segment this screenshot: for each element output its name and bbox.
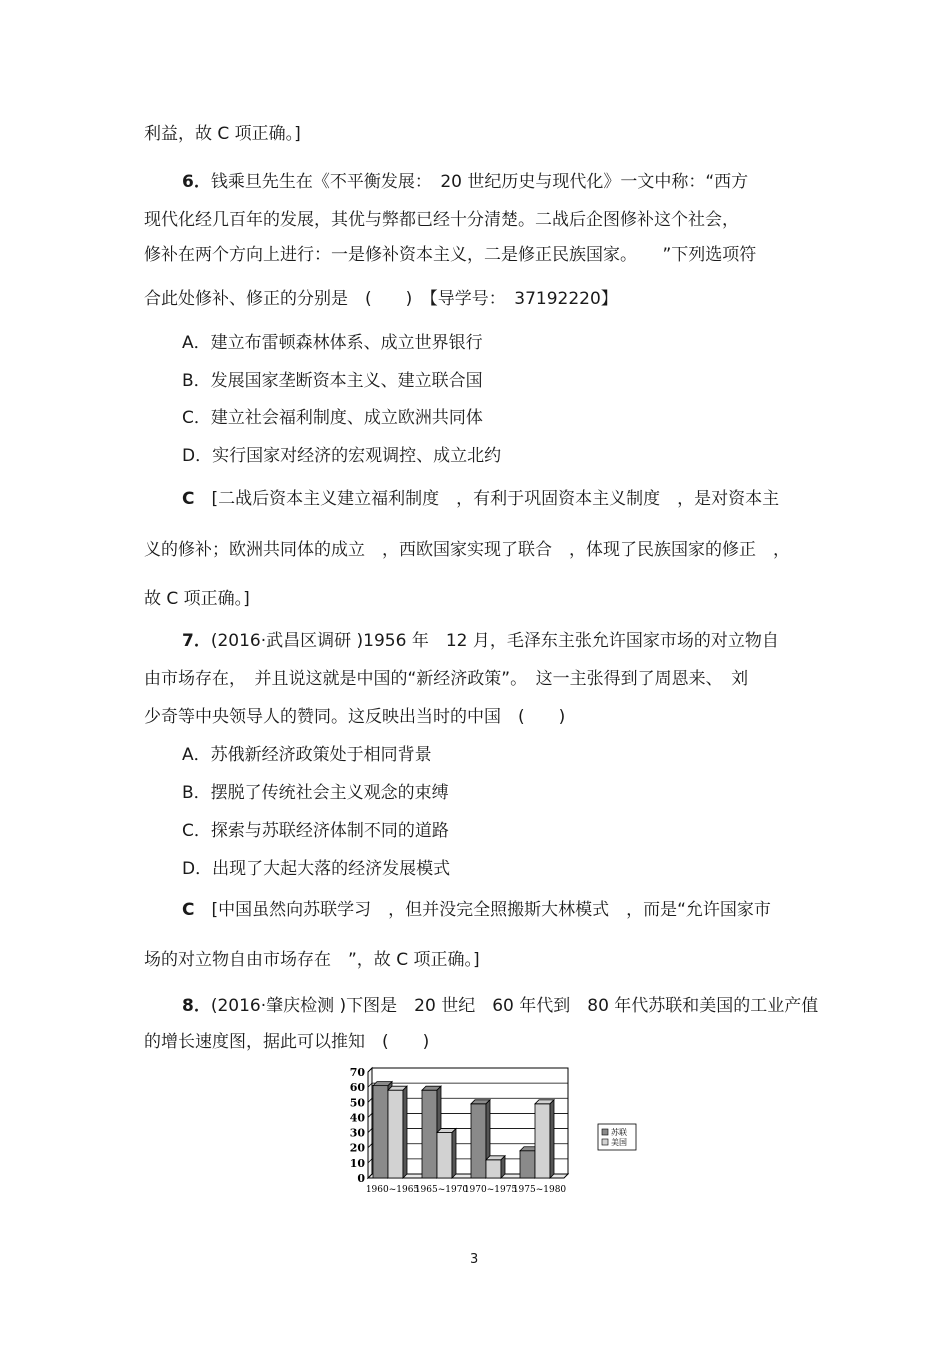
option-c: C．建立社会福利制度、成立欧洲共同体 (182, 408, 483, 428)
text-line: 合此处修补、修正的分别是 ( ) 【导学号： 37192220】 (144, 289, 618, 309)
answer-7-line (182, 900, 771, 920)
text-line: 利益，故 C 项正确。] (144, 124, 301, 144)
question-number: 6． (182, 172, 211, 192)
text-line: 修补在两个方向上进行：一是修补资本主义，二是修正民族国家。 ”下列选项符 (144, 245, 757, 265)
answer-6-line (182, 489, 779, 509)
legend-label: 美国 (611, 1138, 627, 1147)
answer-letter: C (182, 489, 195, 509)
option-c: C．探索与苏联经济体制不同的道路 (182, 821, 449, 841)
text-line: 现代化经几百年的发展，其优与弊都已经十分清楚。二战后企图修补这个社会， (144, 210, 739, 230)
bar-side-美国 (452, 1129, 456, 1178)
x-tick-label: 1975~1980 (512, 1185, 567, 1195)
bar-美国 (388, 1090, 403, 1178)
bar-side-美国 (501, 1156, 505, 1178)
question-text: 钱乘旦先生在《不平衡发展： 20 世纪历史与现代化》一文中称：“西方 (210, 172, 749, 192)
question-6-line (182, 172, 748, 192)
option-b: B．发展国家垄断资本主义、建立联合国 (182, 371, 483, 391)
answer-text: [中国虽然向苏联学习 ，但并没完全照搬斯大林模式 ，而是“允许国家市 (211, 900, 771, 920)
text-line: 由市场存在， 并且说这就是中国的“新经济政策”。 这一主张得到了周恩来、 刘 (144, 669, 749, 689)
question-7-line (182, 631, 779, 651)
legend-swatch (602, 1139, 608, 1145)
question-number: 8． (182, 996, 211, 1016)
option-d: D．出现了大起大落的经济发展模式 (182, 859, 451, 879)
answer-letter: C (182, 900, 195, 920)
bar-苏联 (471, 1104, 486, 1178)
y-tick-label: 60 (350, 1081, 365, 1095)
bar-side-美国 (550, 1100, 554, 1178)
bar-美国 (535, 1104, 550, 1178)
question-text: (2016·武昌区调研 )1956 年 12 月，毛泽东主张允许国家市场的对立物自 (210, 631, 779, 651)
page-number: 3 (470, 1252, 479, 1267)
bar-苏联 (422, 1090, 437, 1178)
y-tick-label: 40 (350, 1111, 365, 1125)
question-8-line (182, 996, 818, 1016)
legend-swatch (602, 1129, 608, 1135)
option-d: D．实行国家对经济的宏观调控、成立北约 (182, 446, 502, 466)
x-tick-label: 1965~1970 (414, 1185, 469, 1195)
bar-苏联 (520, 1151, 535, 1178)
y-tick-label: 20 (350, 1141, 365, 1155)
answer-text: [二战后资本主义建立福利制度 ，有利于巩固资本主义制度 ，是对资本主 (211, 489, 780, 509)
plot-side-wall (368, 1068, 372, 1178)
y-tick-label: 10 (350, 1156, 365, 1170)
x-tick-label: 1970~1975 (463, 1185, 518, 1195)
y-tick-label: 0 (357, 1172, 365, 1185)
option-b: B．摆脱了传统社会主义观念的束缚 (182, 783, 449, 803)
text-line: 少奇等中央领导人的赞同。这反映出当时的中国 ( ) (144, 707, 566, 727)
industrial-growth-chart (350, 1062, 650, 1202)
y-tick-label: 70 (350, 1066, 365, 1079)
option-a: A．建立布雷顿森林体系、成立世界银行 (182, 333, 483, 353)
bar-美国 (437, 1133, 452, 1178)
option-a: A．苏俄新经济政策处于相同背景 (182, 745, 432, 765)
bar-side-美国 (403, 1086, 407, 1178)
y-tick-label: 50 (350, 1096, 365, 1110)
text-line: 的增长速度图，据此可以推知 ( ) (144, 1032, 430, 1052)
text-line: 故 C 项正确。] (144, 589, 250, 609)
x-tick-label: 1960~1965 (365, 1185, 420, 1195)
question-text: (2016·肇庆检测 )下图是 20 世纪 60 年代到 80 年代苏联和美国的工业产值 (210, 996, 819, 1016)
y-tick-label: 30 (350, 1126, 365, 1140)
legend-label: 苏联 (611, 1128, 627, 1137)
bar-美国 (486, 1160, 501, 1178)
question-number: 7． (182, 631, 211, 651)
text-line: 场的对立物自由市场存在 ”，故 C 项正确。] (144, 950, 480, 970)
bar-苏联 (373, 1086, 388, 1178)
text-line: 义的修补；欧洲共同体的成立 ，西欧国家实现了联合 ，体现了民族国家的修正 ， (144, 540, 790, 560)
